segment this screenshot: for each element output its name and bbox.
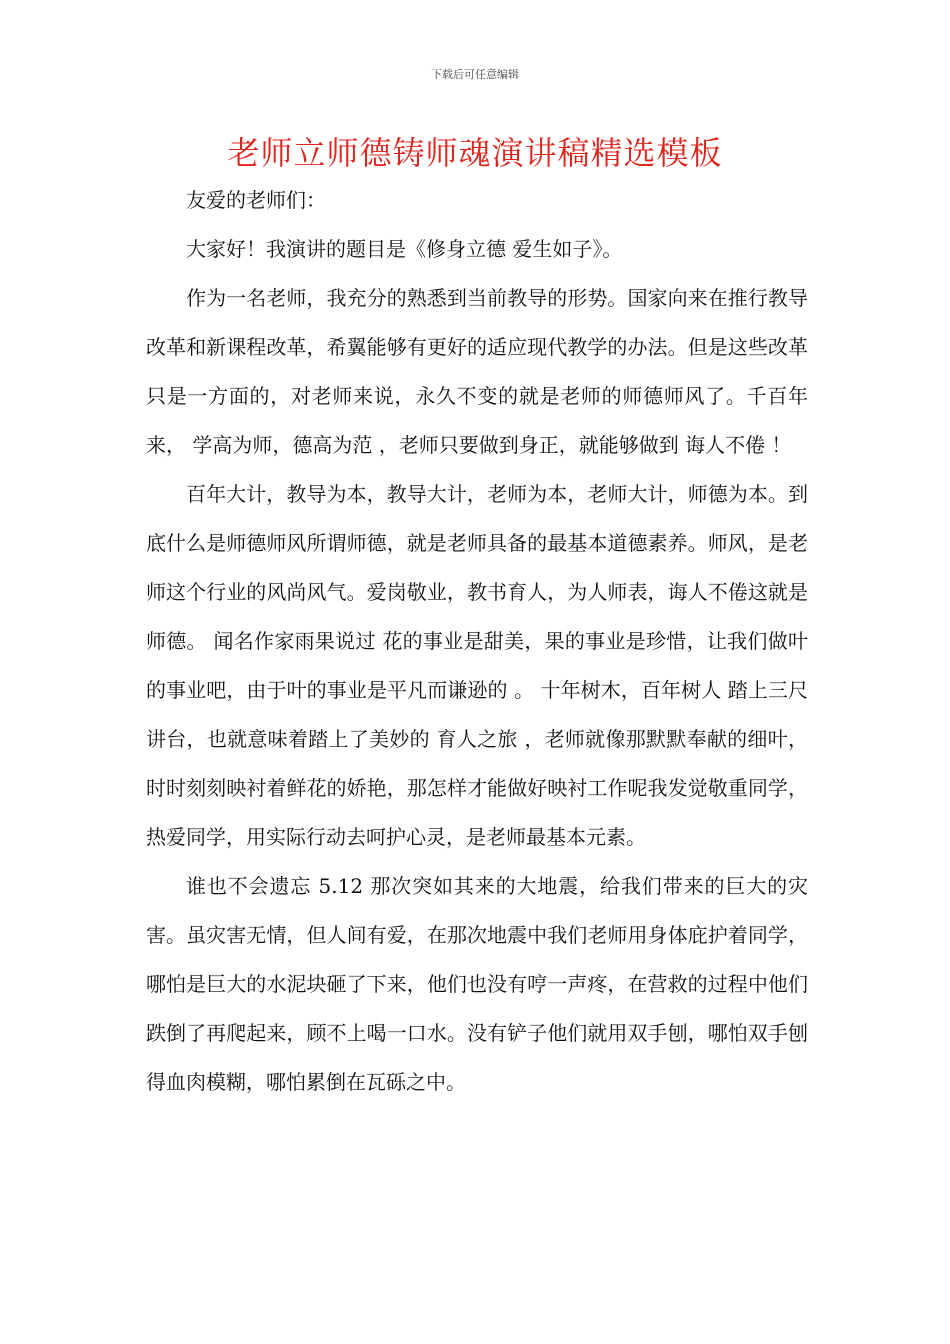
body-paragraph: 谁也不会遗忘 5.12 那次突如其来的大地震，给我们带来的巨大的灾害。虽灾害无情，但人间有爱，在那次地震中我们老师用身体庇护着同学，哪怕是巨大的水泥块砸了下来，他们也没有哼一声疼，在营救的过程中他们跌倒了再爬起来，顾不上喝一口水。没有铲子他们就用双手刨，哪怕双手刨得血肉模糊，哪怕累倒在瓦砾之中。 [146,874,808,1094]
document-body [146,176,808,1107]
salutation: 友爱的老师们： [186,188,326,212]
header-note: 下载后可任意编辑 [431,68,519,81]
body-paragraph: 百年大计，教导为本，教导大计，老师为本，老师大计，师德为本。到底什么是师德师风所谓师德，就是老师具备的最基本道德素养。师风，是老师这个行业的风尚风气。爱岗敬业，教书育人，为人师表，诲人不倦这就是师德。 闻名作家雨果说过 花的事业是甜美，果的事业是珍惜，让我们做叶的事业吧，由于叶的事业是平凡而谦逊的 。 十年树木，百年树人 踏上三尺讲台，也就意味着踏上了美妙的 育人之旅 ，老师就像那默默奉献的细叶，时时刻刻映衬着鲜花的娇艳，那怎样才能做好映衬工作呢我发觉敬重同学，热爱同学，用实际行动去呵护心灵，是老师最基本元素。 [146,482,808,849]
document-title: 老师立师德铸师魂演讲稿精选模板 [227,134,723,172]
body-paragraph: 作为一名老师，我充分的熟悉到当前教导的形势。国家向来在推行教导改革和新课程改革，希翼能够有更好的适应现代教学的办法。但是这些改革只是一方面的，对老师来说，永久不变的就是老师的师德师风了。千百年来， 学高为师，德高为范 ，老师只要做到身正，就能够做到 诲人不倦 ！ [146,286,808,457]
greeting-paragraph: 大家好！我演讲的题目是《修身立德 爱生如子》。 [186,237,623,261]
